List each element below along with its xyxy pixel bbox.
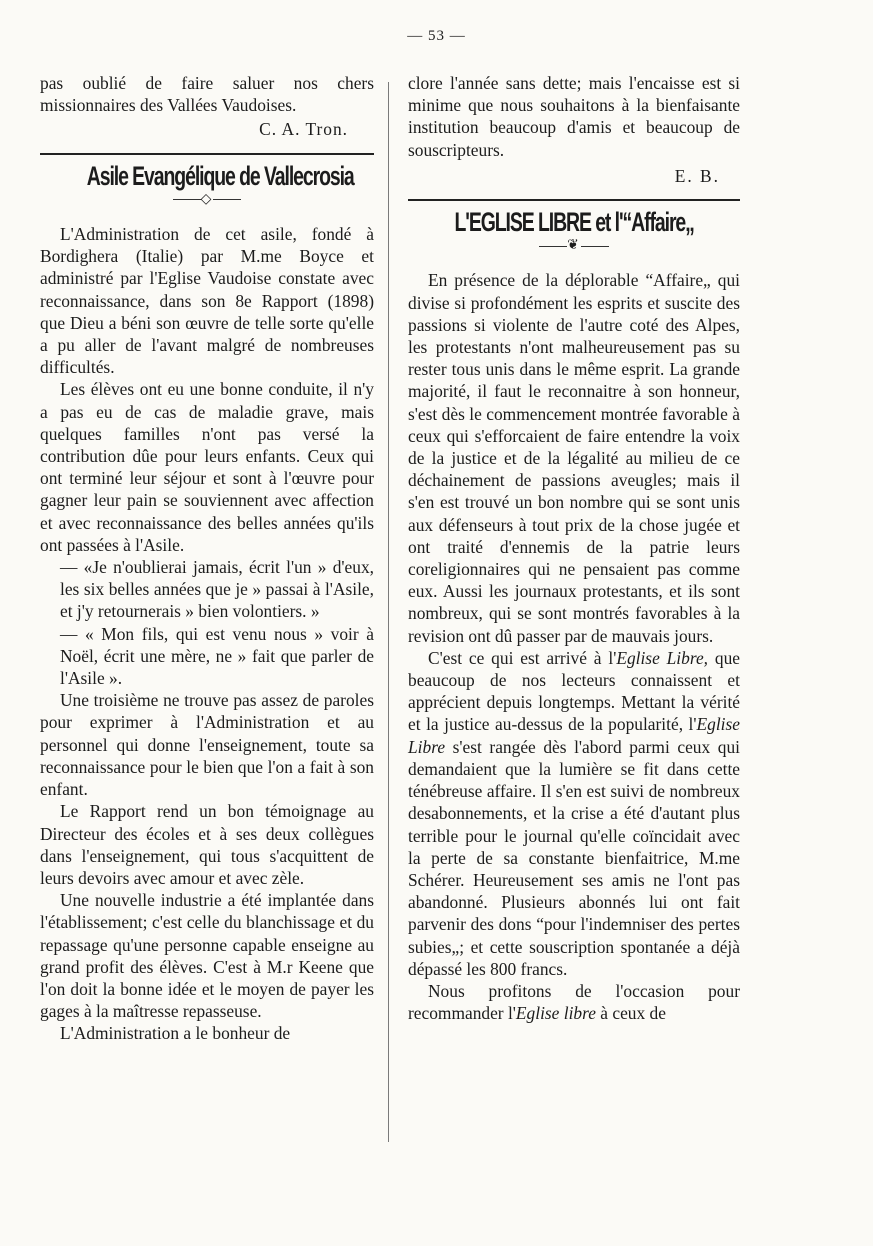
left-signature: C. A. Tron.	[259, 119, 348, 140]
left-opening-text: pas oublié de faire saluer nos chers missionnaires des Vallées Vaudoises.	[40, 73, 374, 116]
quote: — « Mon fils, qui est venu nous » voir à Noël, écrit une mère, ne » fait que parler de l'Asile ».	[60, 623, 374, 689]
paragraph: Le Rapport rend un bon témoignage au Directeur des écoles et à ses deux collègues dans l'enseignement, qui tous s'acquittent de leurs devoirs avec amour et avec zèle.	[40, 801, 374, 888]
left-column	[40, 72, 374, 1045]
text-run: que beaucoup de nos lecteurs connaissent et apprécient depuis longtemps. Mettant la vérité et la justice au-dessus de la popularité, l'	[408, 647, 740, 735]
ornament-divider	[40, 189, 374, 211]
text-run: Nous profitons de l'occasion pour recommander l'	[408, 980, 740, 1024]
quote: — «Je n'oublierai jamais, écrit l'un » d'eux, les six belles années que je » passai à l'Asile, et j'y retournerais » bien volontiers. »	[60, 557, 374, 622]
italic-title: Eglise Libre	[408, 714, 740, 757]
right-opening-text: clore l'année sans dette; mais l'encaisse est si minime que nous souhaitons à la bienfaisante institution beaucoup d'amis et beaucoup de souscripteurs.	[408, 73, 740, 160]
paragraph	[408, 647, 740, 980]
right-column	[408, 72, 740, 1024]
paragraph: En présence de la déplorable “Affaire„ qui divise si profondément les esprits et suscite des passions si violente de l'autre coté des Alpes, les protestants n'ont malheureusement pas su rester tous unis dans le même esprit. La grande majorité, il faut le reconnaitre à son honneur, s'est dès le commencement montrée favorable à ceux qui s'efforcaient de faire entendre la voix de la justice et de la légalité au milieu de ce déchainement de passions aveugles; mais il s'en est trouvé un bon nombre qui se sont unis aux défenseurs à tout prix de la chose jugée et ont traité d'ennemis de la patrie leurs coreligionnaires qui ne pensaient pas comme eux. Aussi les journaux protestants, et ils sont nombreux, qui se sont montrés favorables à la revision ont dû passer par de mauvais jours.	[408, 270, 740, 646]
page-number: — 53 —	[407, 28, 466, 44]
ornament-icon: ❦	[567, 238, 581, 254]
paragraph: L'Administration de cet asile, fondé à Bordighera (Italie) par M.me Boyce et administré par l'Eglise Vaudoise constate avec reconnaissance, dans son 8e Rapport (1898) que Dieu a béni son œuvre de telle sorte qu'elle a pu aller de l'avant malgré de nombreuses difficultés.	[40, 224, 374, 378]
text-run: s'est rangée dès l'abord parmi ceux qui demandaient que la lumière se fit dans cette ténébreuse affaire. Il s'en est suivi de nombreux desabonnements, et la crise a été d'autant plus terrible pour le journal qu'elle coïncidait avec la perte de sa constante bienfaitrice, M.me Schérer. Heureusement ses amis ne l'ont pas abandonné. Plusieurs abonnés lui ont fait parvenir des dons “pour l'indemniser des pertes subies„; et cette souscription spontanée a déjà dépassé les 800 francs.	[408, 736, 740, 979]
paragraph: Les élèves ont eu une bonne conduite, il n'y a pas eu de cas de maladie grave, mais quelques familles n'ont pas versé la contribution dûe pour leurs enfants. Ceux qui ont terminé leur séjour et sont à l'œuvre pour gagner leur pain se souviennent avec affection et avec reconnaissance des belles années qu'ils ont passées à l'Asile.	[40, 379, 374, 555]
section-divider	[40, 153, 374, 155]
paragraph: Une nouvelle industrie a été implantée dans l'établissement; c'est celle du blanchissage et du repassage qu'une personne capable enseigne au grand profit des élèves. C'est à M.r Keene que l'on doit la bonne idée et le moyen de payer les gages à la maîtresse repasseuse.	[40, 890, 374, 1022]
right-signature: E. B.	[674, 165, 720, 186]
paragraph: L'Administration a le bonheur de	[60, 1023, 291, 1044]
section-divider	[408, 199, 740, 201]
paragraph	[408, 980, 740, 1024]
italic-title: Eglise Libre,	[616, 647, 709, 668]
article-heading-asile: Asile Evangélique de Vallecrosia	[86, 160, 354, 191]
column-divider	[388, 82, 389, 1142]
paragraph: Une troisième ne trouve pas assez de paroles pour exprimer à l'Administration et au personnel qui donne l'enseignement, toute sa reconnaissance pour le bien que l'on a fait à son enfant.	[40, 690, 374, 800]
article-heading-eglise-libre: L'EGLISE LIBRE et l'“Affaire„	[454, 207, 694, 238]
ornament-icon: ◇	[200, 191, 214, 207]
italic-title: Eglise libre	[515, 1003, 596, 1024]
text-run: à ceux de	[595, 1003, 666, 1024]
ornament-divider	[408, 235, 740, 257]
text-run: C'est ce qui est arrivé à l'	[428, 647, 617, 668]
